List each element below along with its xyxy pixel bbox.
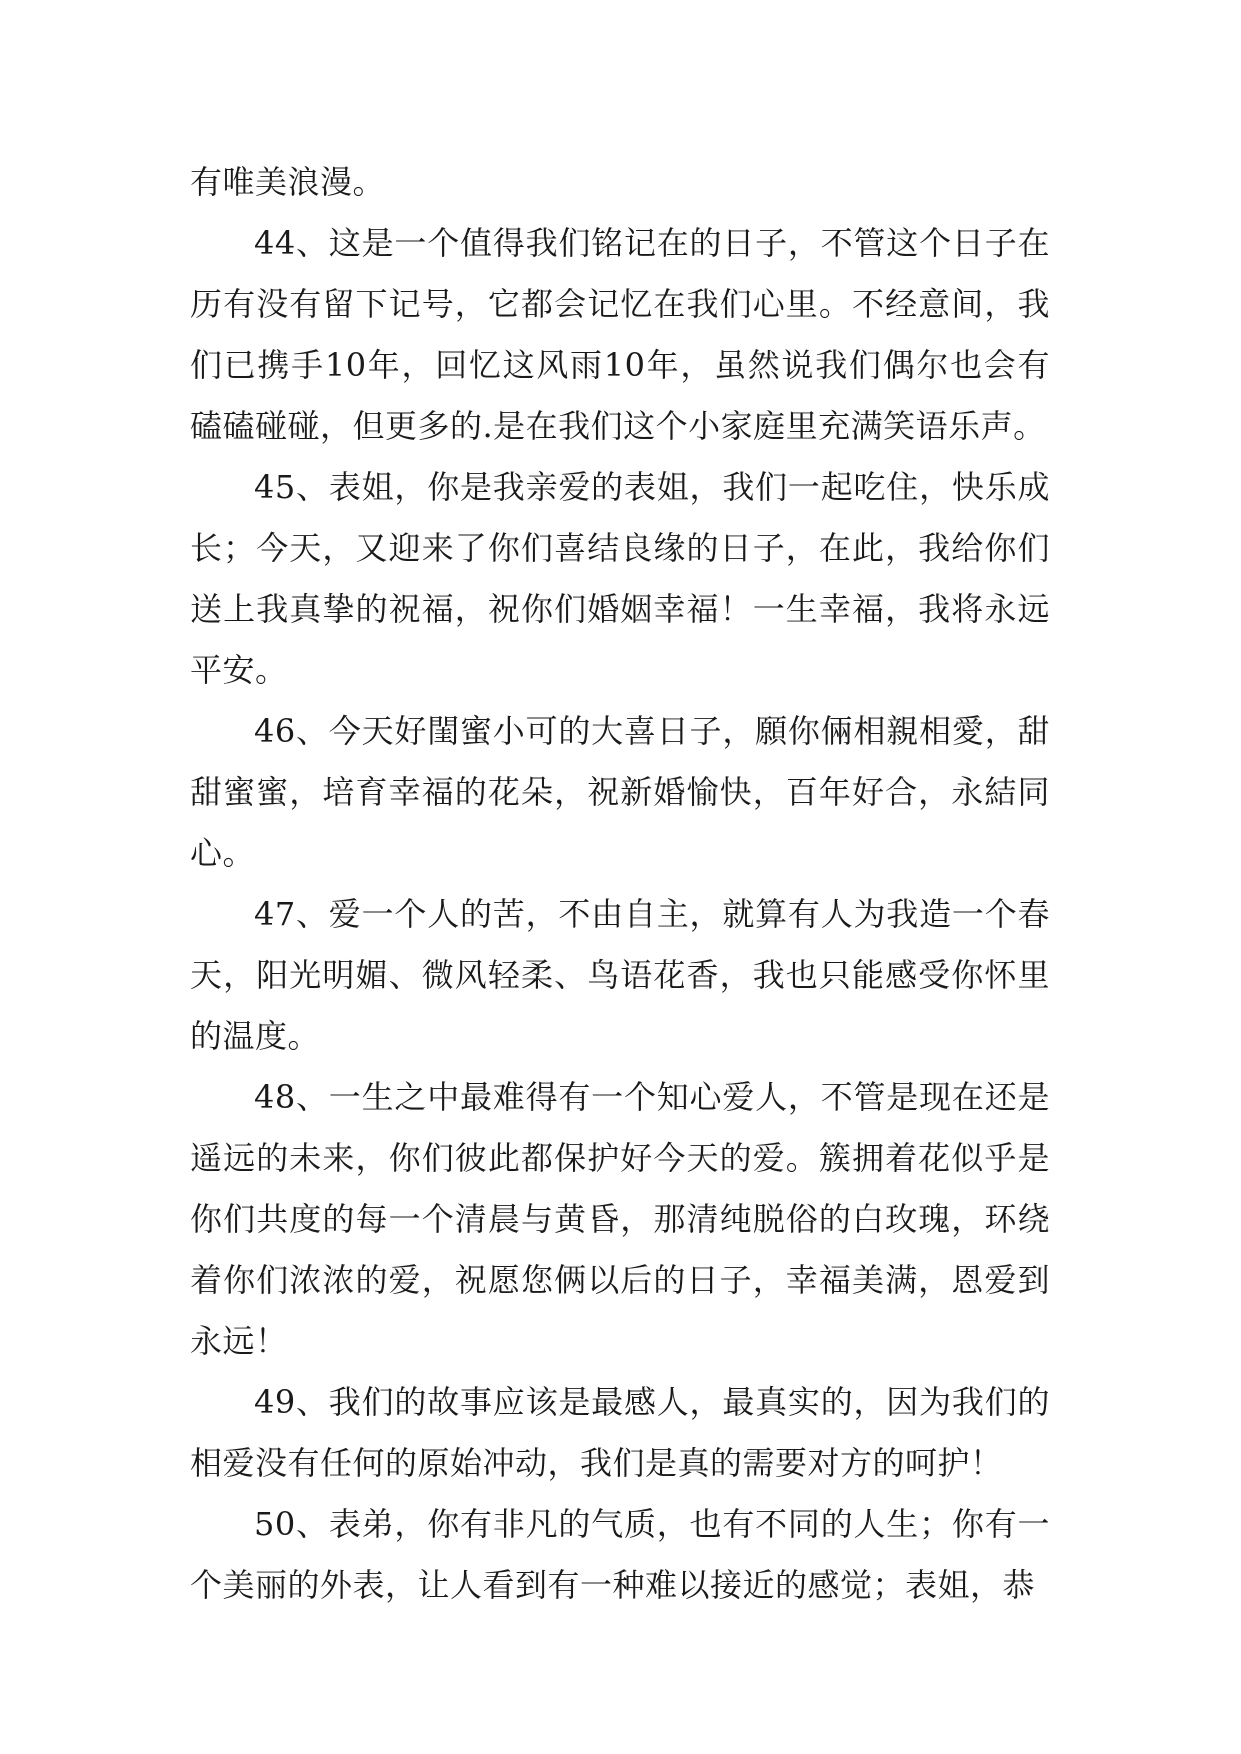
document-body <box>190 152 1050 1616</box>
paragraph-continuation: 有唯美浪漫。 <box>190 163 386 201</box>
paragraph-item-45: 45、表姐，你是我亲爱的表姐，我们一起吃住，快乐成长；今天，又迎来了你们喜结良缘的日子，在此，我给你们送上我真挚的祝福，祝你们婚姻幸福！一生幸福，我将永远平安。 <box>190 468 1050 689</box>
paragraph-item-48: 48、一生之中最难得有一个知心爱人，不管是现在还是遥远的未来，你们彼此都保护好今天的爱。簇拥着花似乎是你们共度的每一个清晨与黄昏，那清纯脱俗的白玫瑰，环绕着你们浓浓的爱，祝愿您俩以后的日子，幸福美满，恩爱到永远！ <box>190 1078 1050 1360</box>
paragraph-item-44: 44、这是一个值得我们铭记在的日子，不管这个日子在历有没有留下记号，它都会记忆在我们心里。不经意间，我们已携手10年，回忆这风雨10年，虽然说我们偶尔也会有磕磕碰碰，但更多的.是在我们这个小家庭里充满笑语乐声。 <box>190 224 1050 445</box>
paragraph-item-49: 49、我们的故事应该是最感人，最真实的，因为我们的相爱没有任何的原始冲动，我们是真的需要对方的呵护！ <box>190 1383 1050 1482</box>
paragraph-item-50: 50、表弟，你有非凡的气质，也有不同的人生；你有一个美丽的外表，让人看到有一种难以接近的感觉；表姐，恭 <box>190 1505 1050 1604</box>
paragraph-item-46: 46、今天好閨蜜小可的大喜日子，願你倆相親相愛，甜甜蜜蜜，培育幸福的花朵，祝新婚愉快，百年好合，永結同心。 <box>190 712 1050 872</box>
paragraph-item-47: 47、爱一个人的苦，不由自主，就算有人为我造一个春天，阳光明媚、微风轻柔、鸟语花香，我也只能感受你怀里的温度。 <box>190 895 1050 1055</box>
